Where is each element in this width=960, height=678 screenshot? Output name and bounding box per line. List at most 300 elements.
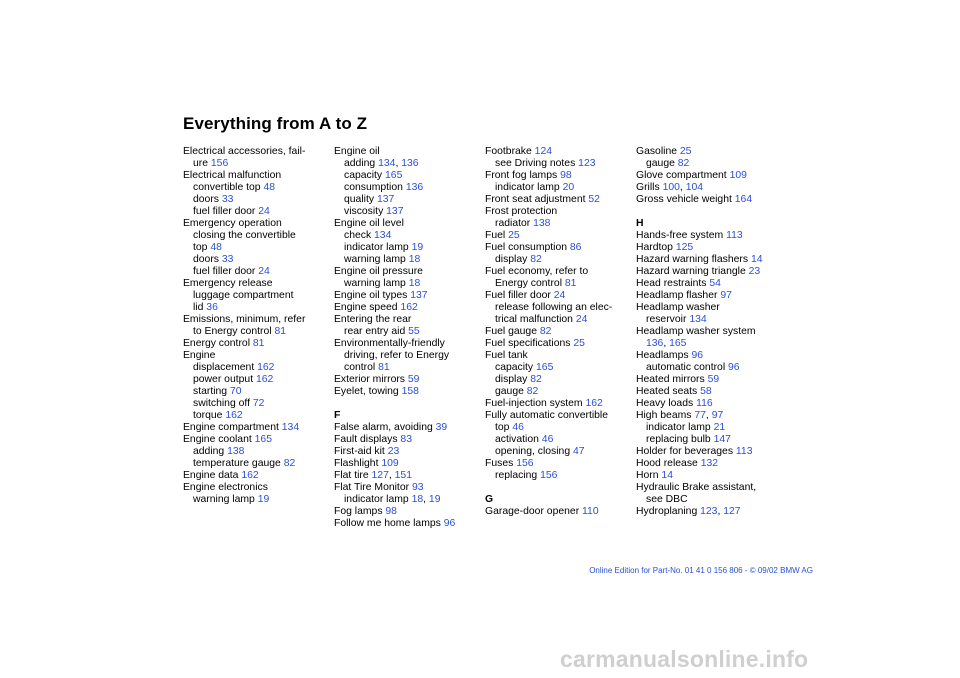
index-subentry (334, 170, 484, 182)
index-subentry (334, 254, 484, 266)
entry-text: power output (193, 374, 256, 385)
entry-text: Eyelet, towing (334, 386, 402, 397)
entry-text: Entering the rear (334, 314, 412, 325)
entry-text: Emissions, minimum, refer (183, 314, 306, 325)
index-subentry (183, 182, 333, 194)
index-entry (636, 290, 786, 302)
page-link[interactable]: 123 (578, 158, 596, 169)
index-entry (334, 506, 484, 518)
entry-text: Hands-free system (636, 230, 727, 241)
index-subentry (183, 194, 333, 206)
watermark: carmanualsonline.info (560, 646, 809, 672)
index-subentry (183, 494, 333, 506)
index-subentry (485, 158, 635, 170)
page-link[interactable]: 164 (734, 194, 753, 205)
page-link[interactable]: 134 (378, 158, 396, 169)
index-subentry (183, 158, 333, 170)
page-link[interactable]: 82 (539, 326, 552, 337)
entry-text: Fuel filler door (485, 290, 554, 301)
entry-text: Engine oil types (334, 290, 411, 301)
index-entry (636, 254, 786, 266)
page-link[interactable]: 124 (534, 146, 553, 157)
entry-text: Fuel gauge (485, 326, 540, 337)
page-link[interactable]: 162 (241, 470, 259, 481)
index-subentry (334, 182, 484, 194)
page-link[interactable]: 162 (400, 302, 418, 313)
entry-text: Glove compartment (636, 170, 730, 181)
page-link[interactable]: 134 (374, 230, 392, 241)
page-link[interactable]: 136 (401, 158, 419, 169)
page-link[interactable]: 100 (662, 182, 680, 193)
page-link[interactable]: 110 (582, 506, 599, 517)
page-link[interactable]: 86 (569, 242, 582, 253)
index-entry (485, 506, 635, 518)
index-subentry (485, 470, 635, 482)
entry-text: trical malfunction (495, 314, 576, 325)
letter-heading (485, 494, 635, 506)
page-link[interactable]: 19 (428, 494, 441, 505)
index-subentry (485, 278, 635, 290)
page-link[interactable]: 138 (227, 446, 245, 457)
index-entry (636, 302, 786, 314)
entry-text: quality (344, 194, 377, 205)
index-subentry (183, 386, 333, 398)
index-subentry (334, 206, 484, 218)
page-link[interactable]: 18 (408, 254, 421, 265)
index-entry (485, 326, 635, 338)
index-entry (485, 242, 635, 254)
entry-text: Engine oil level (334, 218, 404, 229)
index-subentry: adding 134, 136 (344, 158, 419, 169)
index-subentry (334, 326, 484, 338)
page-link[interactable]: 137 (376, 194, 395, 205)
index-entry (636, 398, 786, 410)
entry-spacer (334, 398, 484, 410)
index-entry: Grills 100, 104 (636, 182, 704, 193)
letter-heading (334, 410, 484, 422)
page-link[interactable]: 72 (252, 398, 265, 409)
index-subentry (485, 422, 635, 434)
page-link[interactable]: 81 (564, 278, 577, 289)
entry-text: adding (193, 446, 228, 457)
page-link[interactable]: 132 (700, 458, 719, 469)
entry-text: Gasoline (636, 146, 680, 157)
page-link[interactable]: 97 (720, 290, 732, 301)
entry-text: control (344, 362, 379, 373)
entry-text: Engine compartment (183, 422, 282, 433)
index-entry (636, 242, 786, 254)
entry-text: Engine (183, 350, 216, 361)
entry-text: see Driving notes (495, 158, 579, 169)
entry-text: Energy control (495, 278, 565, 289)
entry-text: Follow me home lamps (334, 518, 444, 529)
page-link[interactable]: 52 (588, 194, 600, 205)
page-link[interactable]: 134 (689, 314, 707, 325)
page-link[interactable]: 48 (210, 242, 222, 253)
entry-text: Engine speed (334, 302, 401, 313)
page-link[interactable]: 33 (221, 254, 234, 265)
page-link[interactable]: 138 (533, 218, 551, 229)
page-link[interactable]: 97 (711, 410, 724, 421)
index-entry (485, 170, 635, 182)
entry-text: indicator lamp (344, 494, 412, 505)
index-entry (334, 518, 484, 530)
page-link[interactable]: 109 (381, 458, 399, 469)
page-link[interactable]: 81 (252, 338, 265, 349)
page-link[interactable]: 59 (707, 374, 720, 385)
entry-text: Fully automatic convertible (485, 410, 609, 421)
index-entry (183, 314, 333, 326)
entry-text: Flat tire (334, 470, 372, 481)
page-link[interactable]: 14 (750, 254, 763, 265)
entry-text: fuel filler door (193, 266, 259, 277)
page-link[interactable]: 46 (541, 434, 554, 445)
page-link[interactable]: 24 (575, 314, 588, 325)
page-link[interactable]: 158 (401, 386, 419, 397)
entry-text: Headlamp flasher (636, 290, 721, 301)
index-subentry (485, 446, 635, 458)
page-link[interactable]: 70 (229, 386, 242, 397)
entry-text: H (636, 218, 644, 229)
page-link[interactable]: 23 (748, 266, 761, 277)
index-subentry (334, 350, 484, 362)
index-entry (334, 266, 484, 278)
page-link[interactable]: 151 (394, 470, 412, 481)
index-entry (183, 482, 333, 494)
index-entry (485, 194, 635, 206)
page-link[interactable]: 39 (435, 422, 448, 433)
page-link[interactable]: 162 (255, 374, 274, 385)
entry-text: starting (193, 386, 230, 397)
index-subentry (636, 314, 786, 326)
index-entry (485, 290, 635, 302)
index-entry (485, 410, 635, 422)
page-link[interactable]: 136 (405, 182, 424, 193)
entry-text: indicator lamp (646, 422, 714, 433)
page-link[interactable]: 33 (221, 194, 234, 205)
index-entry (485, 146, 635, 158)
entry-spacer (485, 482, 635, 494)
entry-text: Holder for beverages (636, 446, 736, 457)
page-link[interactable]: 19 (257, 494, 270, 505)
entry-text: Garage-door opener (485, 506, 583, 517)
index-subentry (183, 242, 333, 254)
page-link[interactable]: 48 (263, 182, 276, 193)
page-link[interactable]: 24 (258, 266, 270, 277)
page-link[interactable]: 127 (723, 506, 741, 517)
entry-text: displacement (193, 362, 258, 373)
entry-spacer (636, 206, 786, 218)
entry-text: Footbrake (485, 146, 535, 157)
index-column-1 (183, 146, 333, 506)
page-link[interactable]: 93 (411, 482, 424, 493)
index-subentry (485, 182, 635, 194)
page-link[interactable]: 14 (661, 470, 673, 481)
index-entry (485, 398, 635, 410)
page-link[interactable]: 82 (677, 158, 690, 169)
entry-text: Hood release (636, 458, 701, 469)
index-entry (485, 230, 635, 242)
page-link[interactable]: 77 (694, 410, 706, 421)
entry-text: F (334, 410, 341, 421)
entry-text: Emergency release (183, 278, 273, 289)
index-entry (183, 218, 333, 230)
entry-text: Grills (636, 182, 663, 193)
entry-text: Exterior mirrors (334, 374, 408, 385)
index-subentry (334, 278, 484, 290)
page-link[interactable]: 156 (210, 158, 229, 169)
entry-text: Electrical malfunction (183, 170, 282, 181)
index-subentry (485, 302, 635, 314)
page-link[interactable]: 134 (281, 422, 300, 433)
entry-text: top (193, 242, 211, 253)
page-link[interactable]: 165 (669, 338, 687, 349)
index-entry (334, 458, 484, 470)
index-entry (636, 266, 786, 278)
entry-text: torque (193, 410, 226, 421)
index-entry (183, 350, 333, 362)
index-entry (636, 146, 786, 158)
entry-text: Engine electronics (183, 482, 268, 493)
entry-text: Headlamp washer (636, 302, 720, 313)
page-link[interactable]: 165 (536, 362, 554, 373)
page-link[interactable]: 25 (508, 230, 520, 241)
entry-text: doors (193, 254, 222, 265)
entry-text: to Energy control (193, 326, 275, 337)
page-link[interactable]: 104 (685, 182, 704, 193)
page-link[interactable]: 123 (700, 506, 718, 517)
entry-text: Headlamp washer system (636, 326, 756, 337)
index-entry (334, 446, 484, 458)
page-link[interactable]: 25 (573, 338, 585, 349)
page-link[interactable]: 18 (408, 278, 421, 289)
index-entry (485, 338, 635, 350)
entry-text: Energy control (183, 338, 253, 349)
index-entry: High beams 77, 97 (636, 410, 724, 421)
entry-text: Heavy loads (636, 398, 697, 409)
index-subentry (636, 434, 786, 446)
page-link[interactable]: 165 (254, 434, 272, 445)
page-link[interactable]: 96 (728, 362, 740, 373)
entry-text: Headlamps (636, 350, 692, 361)
page-link[interactable]: 137 (386, 206, 404, 217)
page-link[interactable]: 125 (675, 242, 694, 253)
page-link[interactable]: 98 (560, 170, 572, 181)
page-link[interactable]: 162 (585, 398, 603, 409)
entry-text: Gross vehicle weight (636, 194, 735, 205)
entry-text: ure (193, 158, 211, 169)
entry-text: Flat Tire Monitor (334, 482, 412, 493)
entry-text: Fog lamps (334, 506, 386, 517)
entry-text: adding (344, 158, 379, 169)
index-subentry (183, 326, 333, 338)
page-link[interactable]: 24 (258, 206, 270, 217)
index-subentry (485, 362, 635, 374)
footer-edition-note: Online Edition for Part-No. 01 41 0 156 806 - © 09/02 BMW AG (589, 566, 813, 575)
index-subentry (183, 290, 333, 302)
entry-text: Fuses (485, 458, 517, 469)
entry-text: Engine coolant (183, 434, 255, 445)
index-entry (636, 326, 786, 338)
page-link[interactable]: 109 (729, 170, 747, 181)
index-subentry (485, 314, 635, 326)
entry-text: warning lamp (344, 278, 409, 289)
index-entry (636, 458, 786, 470)
page-link[interactable]: 81 (378, 362, 390, 373)
entry-text: consumption (344, 182, 406, 193)
index-entry (636, 446, 786, 458)
entry-text: High beams (636, 410, 695, 421)
page-link[interactable]: 136 (646, 338, 664, 349)
page-link[interactable]: 19 (411, 242, 424, 253)
index-entry (636, 350, 786, 362)
entry-text: Fuel (485, 230, 509, 241)
index-column-2 (334, 146, 484, 530)
entry-text: switching off (193, 398, 253, 409)
index-entry (334, 374, 484, 386)
entry-text: Front fog lamps (485, 170, 561, 181)
entry-text: Hydroplaning (636, 506, 701, 517)
index-entry (485, 350, 635, 362)
index-entry (334, 146, 484, 158)
entry-text: Frost protection (485, 206, 558, 217)
page-link[interactable]: 54 (709, 278, 721, 289)
page-link[interactable]: 127 (371, 470, 389, 481)
entry-text: convertible top (193, 182, 264, 193)
page-link[interactable]: 82 (526, 386, 539, 397)
index-subentry (183, 374, 333, 386)
entry-text: Fuel consumption (485, 242, 570, 253)
entry-text: indicator lamp (344, 242, 412, 253)
entry-text: Hazard warning triangle (636, 266, 749, 277)
index-entry (334, 218, 484, 230)
index-entry (334, 422, 484, 434)
entry-text: warning lamp (193, 494, 258, 505)
page-link[interactable]: 113 (735, 446, 753, 457)
entry-text: Horn (636, 470, 662, 481)
entry-text: luggage compartment (193, 290, 294, 301)
entry-text: Hazard warning flashers (636, 254, 751, 265)
page-link[interactable]: 162 (225, 410, 243, 421)
index-entry (485, 458, 635, 470)
page-link[interactable]: 23 (387, 446, 400, 457)
index-entry (183, 422, 333, 434)
index-entry (334, 314, 484, 326)
page-link[interactable]: 137 (410, 290, 428, 301)
page-link[interactable]: 46 (512, 422, 524, 433)
page-link[interactable]: 83 (400, 434, 412, 445)
entry-text: display (495, 254, 531, 265)
entry-text: radiator (495, 218, 534, 229)
index-entry (334, 302, 484, 314)
page-link[interactable]: 24 (553, 290, 566, 301)
page-link[interactable]: 18 (411, 494, 424, 505)
page-link[interactable]: 58 (700, 386, 712, 397)
entry-text: display (495, 374, 531, 385)
index-subentry: 136, 165 (646, 338, 687, 349)
entry-text: see DBC (646, 494, 688, 505)
index-entry (636, 170, 786, 182)
entry-text: Hardtop (636, 242, 676, 253)
page-link[interactable]: 96 (443, 518, 456, 529)
index-subentry: indicator lamp 18, 19 (344, 494, 441, 505)
page-link[interactable]: 59 (407, 374, 420, 385)
entry-text: temperature gauge (193, 458, 284, 469)
page-link[interactable]: 36 (206, 302, 218, 313)
index-entry: Hydroplaning 123, 127 (636, 506, 741, 517)
entry-text: capacity (495, 362, 537, 373)
index-entry (334, 434, 484, 446)
page-link[interactable]: 162 (257, 362, 275, 373)
page-link[interactable]: 47 (573, 446, 585, 457)
entry-text: Fuel-injection system (485, 398, 586, 409)
page-link[interactable]: 55 (408, 326, 420, 337)
entry-text: False alarm, avoiding (334, 422, 436, 433)
page-link[interactable]: 98 (385, 506, 397, 517)
index-entry (636, 374, 786, 386)
index-entry (183, 434, 333, 446)
entry-text: reservoir (646, 314, 690, 325)
page-link[interactable]: 116 (696, 398, 713, 409)
entry-text: top (495, 422, 513, 433)
page-link[interactable]: 147 (713, 434, 731, 445)
page-link[interactable]: 25 (679, 146, 692, 157)
page-link[interactable]: 21 (713, 422, 726, 433)
entry-text: Fault displays (334, 434, 401, 445)
index-entry (334, 290, 484, 302)
entry-text: Engine oil (334, 146, 380, 157)
entry-text: closing the convertible (193, 230, 296, 241)
index-entry (636, 230, 786, 242)
index-subentry (636, 494, 786, 506)
index-subentry (183, 362, 333, 374)
entry-text: Heated mirrors (636, 374, 708, 385)
page-title: Everything from A to Z (183, 114, 368, 133)
entry-text: Flashlight (334, 458, 382, 469)
page-link[interactable]: 156 (540, 470, 558, 481)
entry-text: doors (193, 194, 222, 205)
page-link[interactable]: 96 (691, 350, 704, 361)
index-entry: Flat tire 127, 151 (334, 470, 412, 481)
page-link[interactable]: 81 (274, 326, 286, 337)
entry-text: First-aid kit (334, 446, 388, 457)
index-entry (334, 482, 484, 494)
index-subentry (183, 410, 333, 422)
entry-text: gauge (495, 386, 527, 397)
page-link[interactable]: 82 (530, 254, 542, 265)
page-link[interactable]: 82 (530, 374, 542, 385)
index-entry (636, 278, 786, 290)
entry-text: viscosity (344, 206, 387, 217)
entry-text: activation (495, 434, 542, 445)
entry-text: Hydraulic Brake assistant, (636, 482, 757, 493)
page-link[interactable]: 156 (516, 458, 534, 469)
page-link[interactable]: 20 (562, 182, 575, 193)
entry-text: automatic control (646, 362, 729, 373)
index-subentry (183, 266, 333, 278)
entry-text: warning lamp (344, 254, 409, 265)
index-subentry (485, 254, 635, 266)
page-link[interactable]: 165 (385, 170, 403, 181)
page-link[interactable]: 82 (283, 458, 296, 469)
index-subentry (183, 446, 333, 458)
page-link[interactable]: 113 (726, 230, 743, 241)
entry-text: gauge (646, 158, 678, 169)
entry-text: rear entry aid (344, 326, 409, 337)
index-entry (183, 470, 333, 482)
letter-heading (636, 218, 786, 230)
index-subentry (485, 218, 635, 230)
